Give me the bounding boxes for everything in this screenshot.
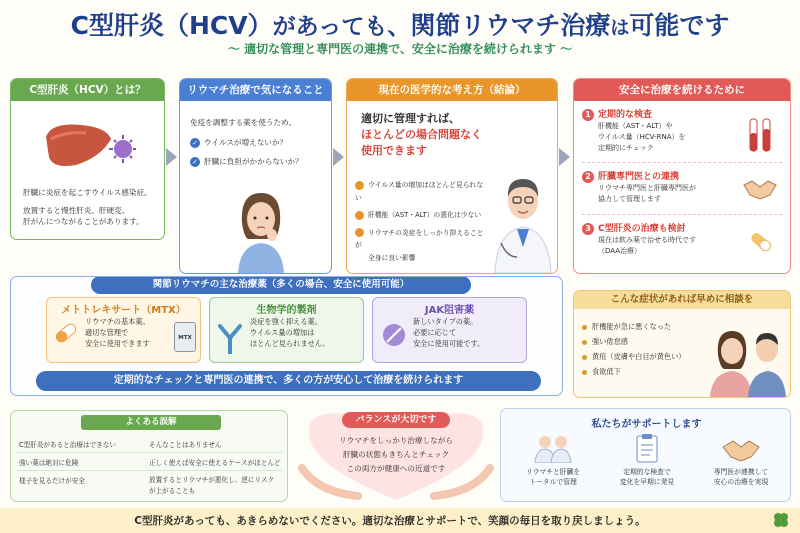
step-line: 協力して管理します xyxy=(598,194,661,203)
myth-text: C型肝炎があると治療はできない xyxy=(19,441,116,449)
support-heading-text: 私たちがサポートします xyxy=(591,419,702,430)
bullet-icon xyxy=(582,370,587,375)
drug-line: リウマチの基本薬。 xyxy=(85,317,150,326)
drug-line: 安全に使用可能です。 xyxy=(413,339,485,348)
handshake-icon xyxy=(721,433,761,463)
drug-title: 生物学的製剤 xyxy=(256,305,317,316)
support-line: 変化を早期に発見 xyxy=(619,478,675,486)
arrow-right-icon xyxy=(166,148,177,166)
myth-text: 強い薬は絶対に危険 xyxy=(19,459,79,467)
step-line: （DAA治療） xyxy=(598,246,642,255)
step-line: 定期的にチェック xyxy=(598,143,654,152)
arrow-right-icon xyxy=(559,148,570,166)
symptom-text: 黄疸（皮膚や白目が黄色い） xyxy=(592,352,686,361)
concern-intro: 免疫を調整する薬を使うため、 xyxy=(190,118,297,127)
check-icon: ✓ xyxy=(190,157,200,167)
step-line: ウイルス量（HCV-RNA）を xyxy=(598,132,686,141)
drug-line: 適切な管理で xyxy=(85,328,129,337)
title-text: があっても、 xyxy=(272,14,411,40)
clipboard-icon xyxy=(632,433,662,463)
balance-heading-text: バランスが大切です xyxy=(355,415,437,425)
arrow-right-icon xyxy=(333,148,344,166)
support-item xyxy=(695,433,787,487)
drug-line: ウイルス量の増加は xyxy=(250,328,315,337)
myths-heading xyxy=(81,415,221,430)
symptom-text: 強い倦怠感 xyxy=(592,337,628,346)
panel-drugs xyxy=(10,276,563,396)
step-number: 2 xyxy=(582,171,594,183)
conclusion-item xyxy=(355,227,485,252)
support-heading xyxy=(501,415,791,430)
conclusion-text: ウイルス量の増加はほとんど見られない xyxy=(355,181,484,202)
bullet-icon xyxy=(355,228,364,237)
balance-heading xyxy=(342,412,450,428)
hcv-line: 放置すると慢性肝炎、肝硬変、 xyxy=(23,205,130,215)
drugs-heading-text: 関節リウマチの主な治療薬（多くの場合、安全に使用可能） xyxy=(152,279,410,290)
conclusion-item xyxy=(355,179,485,204)
balance-line: リウマチをしっかり治療しながら xyxy=(339,436,453,445)
symptom-item xyxy=(582,319,685,334)
footer-text: C型肝炎があっても、あきらめないでください。適切な治療とサポートで、笑顔の毎日を取り戻しましょう。 xyxy=(134,515,646,527)
hcv-line: 肝がんにつながることがあります。 xyxy=(23,217,144,226)
symptom-item xyxy=(582,364,685,379)
concern-item xyxy=(190,156,325,168)
drug-card-biologic xyxy=(209,297,364,363)
panel-ra-concerns xyxy=(179,78,332,274)
symptom-text: 食欲低下 xyxy=(592,367,621,376)
drug-line: ほとんど見られません。 xyxy=(250,339,330,348)
concern-item xyxy=(190,137,325,149)
panel-symptoms xyxy=(573,290,791,398)
footer-banner xyxy=(0,508,800,533)
title-ra: 関節リウマチ治療 xyxy=(410,11,611,40)
support-line: リウマチと肝臓を xyxy=(525,468,581,476)
drug-title: JAK阻害薬 xyxy=(424,305,475,316)
panel-safe-treatment xyxy=(573,78,791,274)
page-subtitle: 〜 適切な管理と専門医の連携で、安全に治療を続けられます 〜 xyxy=(227,42,573,56)
panel-heading: 現在の医学的な考え方（結論） xyxy=(347,79,557,101)
drug-title: メトトレキサート（MTX） xyxy=(61,305,186,316)
step-line: 肝機能（AST・ALT）や xyxy=(598,121,673,130)
panel-balance xyxy=(298,408,494,502)
couple-illustration xyxy=(710,315,786,398)
handshake-icon xyxy=(742,173,778,207)
support-line: 専門医が連携して xyxy=(713,468,769,476)
step-number: 3 xyxy=(582,223,594,235)
title-hcv: C型肝炎（HCV） xyxy=(70,11,273,40)
step-regular-test xyxy=(582,107,782,163)
drug-card-jak xyxy=(372,297,527,363)
step-title: C型肝炎の治療も検討 xyxy=(598,224,686,234)
liver-illustration xyxy=(41,117,111,167)
bullet-icon xyxy=(355,181,364,190)
drugs-heading xyxy=(91,276,471,294)
concern-text: 肝臓に負担がかからないか？ xyxy=(204,157,303,166)
drug-line: 新しいタイプの薬。 xyxy=(413,317,478,326)
check-icon: ✓ xyxy=(190,138,200,148)
conclusion-item xyxy=(355,252,485,265)
fact-text: そんなことはありません xyxy=(149,441,222,449)
conclusion-text: 肝機能（AST・ALT）の悪化は少ない xyxy=(368,211,482,219)
symptom-text: 肝機能が急に悪くなった xyxy=(592,322,672,331)
support-item xyxy=(601,433,693,487)
conclusion-text: リウマチの炎症をしっかり抑えることが xyxy=(355,228,484,249)
symptoms-heading xyxy=(574,291,790,309)
bullet-icon xyxy=(582,340,587,345)
symptom-item xyxy=(582,334,685,349)
bottle-label: MTX xyxy=(178,335,192,341)
capsule-icon xyxy=(53,320,79,350)
conclusion-text: 全身に良い影響 xyxy=(368,253,416,262)
support-item xyxy=(507,433,599,487)
panel-myths xyxy=(10,410,288,502)
tablet-icon xyxy=(381,322,407,352)
fact-text: 放置するとリウマチが悪化し、逆にリスクが上がることも xyxy=(149,476,275,495)
pill-icon xyxy=(746,227,776,261)
drugs-banner xyxy=(36,371,541,391)
bullet-icon xyxy=(355,211,364,220)
worried-woman-illustration xyxy=(228,185,294,274)
myths-heading-text: よくある誤解 xyxy=(125,417,177,427)
support-line: トータルで管理 xyxy=(529,478,577,486)
bullet-icon xyxy=(582,325,587,330)
panel-heading: C型肝炎（HCV）とは？ xyxy=(11,79,164,101)
conclusion-emphasis: 使用できます xyxy=(361,144,427,157)
step-number: 1 xyxy=(582,109,594,121)
drug-line: 炎症を強く抑える薬。 xyxy=(250,317,322,326)
doctors-icon xyxy=(533,433,573,463)
support-line: 安心の治療を実現 xyxy=(713,478,769,486)
step-line: 現在は飲み薬で治せる時代です xyxy=(598,235,696,244)
title-particle: は xyxy=(610,17,630,39)
test-tube-icon xyxy=(746,115,776,159)
step-title: 定期的な検査 xyxy=(598,110,653,120)
step-line: リウマチ専門医と肝臓専門医が xyxy=(598,183,696,192)
hcv-line: 肝臓に炎症を起こすウイルス感染症。 xyxy=(23,188,152,197)
step-title: 肝臓専門医との連携 xyxy=(598,172,680,182)
myth-row xyxy=(17,455,283,471)
panel-heading: リウマチ治療で気になること xyxy=(180,79,331,101)
support-line: 定期的な検査で xyxy=(623,468,671,476)
symptom-item xyxy=(582,349,685,364)
panel-heading: 安全に治療を続けるために xyxy=(574,79,790,101)
fact-text: 正しく使えば安全に使えるケースがほとんど xyxy=(149,459,281,467)
step-hepatologist xyxy=(582,169,782,215)
panel-what-is-hcv xyxy=(10,78,165,240)
symptoms-heading-text: こんな症状があれば早めに相談を xyxy=(610,294,754,305)
balance-line: 肝臓の状態もきちんとチェック xyxy=(342,450,450,459)
panel-support xyxy=(500,408,791,502)
balance-line: この両方が健康への近道です xyxy=(346,464,446,473)
drug-line: 必要に応じて xyxy=(413,328,457,337)
myth-row xyxy=(17,437,283,453)
title-possible: 可能です xyxy=(629,11,730,40)
clover-icon xyxy=(772,511,790,533)
conclusion-emphasis: ほとんどの場合問題なく xyxy=(361,128,482,141)
page-title xyxy=(0,6,800,42)
drugs-banner-text: 定期的なチェックと専門医の連携で、多くの方が安心して治療を続けられます xyxy=(113,375,464,386)
antibody-icon xyxy=(216,320,244,358)
bullet-icon xyxy=(582,355,587,360)
concern-text: ウイルスが増えないか？ xyxy=(204,137,288,147)
medicine-bottle-icon xyxy=(174,322,196,352)
myth-text: 様子を見るだけが安全 xyxy=(19,477,85,485)
conclusion-lead: 適切に管理すれば、 xyxy=(361,112,460,125)
conclusion-item xyxy=(355,209,485,222)
doctor-illustration xyxy=(491,157,555,274)
myth-row xyxy=(17,473,283,499)
drug-card-mtx xyxy=(46,297,201,363)
drug-line: 安全に使用できます xyxy=(85,339,150,348)
step-hcv-treatment xyxy=(582,221,782,267)
panel-conclusion xyxy=(346,78,558,274)
